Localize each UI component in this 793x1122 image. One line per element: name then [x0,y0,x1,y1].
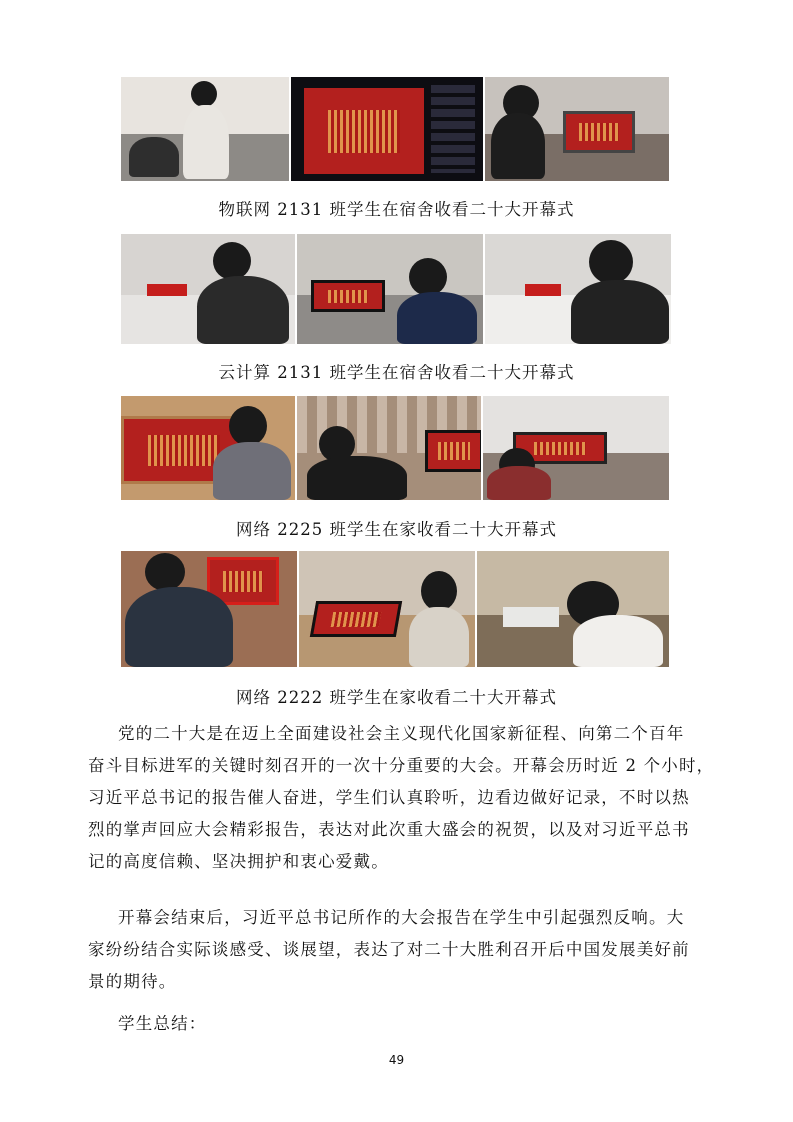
paragraph-line: 家纷纷结合实际谈感受、谈展望，表达了对二十大胜利召开后中国发展美好前 [88,940,690,959]
paragraph-line: 习近平总书记的报告催人奋进，学生们认真聆听，边看边做好记录，不时以热 [88,788,690,807]
caption-row-1: 物联网 2131 班学生在宿舍收看二十大开幕式 [218,200,575,219]
photo-student-laptop-home [297,396,481,500]
paragraph-line: 记的高度信赖、坚决拥护和衷心爱戴。 [88,852,389,871]
paragraph-line: 党的二十大是在迈上全面建设社会主义现代化国家新征程、向第二个百年 [118,724,685,743]
photo-livestream-screen [291,77,483,181]
page-number: 49 [388,1053,405,1067]
photo-student-tablet [477,551,669,667]
photo-row-1 [121,77,669,181]
photo-student-phone-2 [485,234,671,344]
paragraph-2 [88,902,718,998]
photo-row-4 [121,551,669,667]
photo-row-3 [121,396,669,500]
paragraph-line: 学生总结： [118,1014,207,1033]
paragraph-line: 景的期待。 [88,972,177,991]
paragraph-3 [118,1008,718,1040]
paragraph-line: 烈的掌声回应大会精彩报告，表达对此次重大盛会的祝贺，以及对习近平总书 [88,820,690,839]
photo-tv-broadcast [121,396,295,500]
photo-student-phone [121,234,295,344]
photo-student-pc-home [121,551,297,667]
caption-row-4: 网络 2222 班学生在家收看二十大开幕式 [236,688,557,707]
paragraph-line: 开幕会结束后，习近平总书记所作的大会报告在学生中引起强烈反响。大 [118,908,685,927]
photo-student-watching-in-dorm [121,77,289,181]
paragraph-1 [88,718,718,878]
photo-student-tv-home [483,396,669,500]
photo-student-laptop [485,77,669,181]
caption-row-3: 网络 2225 班学生在家收看二十大开幕式 [236,520,557,539]
photo-student-laptop-dorm [297,234,483,344]
paragraph-line: 奋斗目标进军的关键时刻召开的一次十分重要的大会。开幕会历时近 2 个小时， [88,756,715,775]
photo-row-2 [121,234,671,344]
photo-student-laptop-desk [299,551,475,667]
caption-row-2: 云计算 2131 班学生在宿舍收看二十大开幕式 [218,363,575,382]
